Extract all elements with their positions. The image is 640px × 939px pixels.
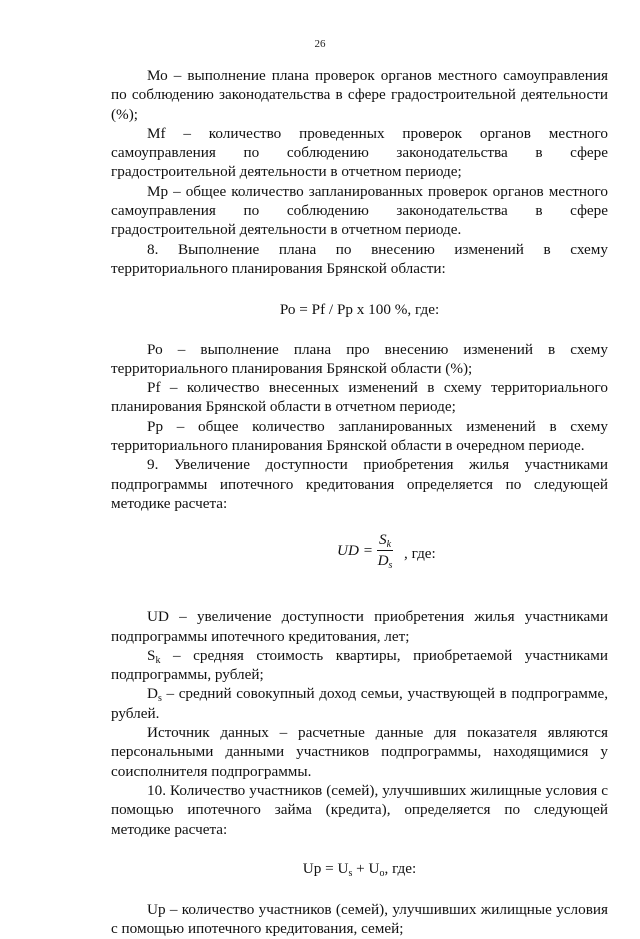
- formula-ud-tail: , где:: [404, 545, 436, 563]
- page-number: 26: [314, 38, 326, 50]
- paragraph-item-9: 9. Увеличение доступности приобретения жилья участниками подпрограммы ипотечного кредитования определяется по следующей методике расчета:: [111, 456, 608, 512]
- paragraph-item-8: 8. Выполнение плана по внесению изменений в схему территориального планирования Брянской области:: [111, 240, 608, 277]
- definition-up: Uр – количество участников (семей), улучшивших жилищные условия с помощью ипотечного кредитования, семей;: [111, 901, 608, 938]
- paragraph-pp: Рр – общее количество запланированных изменений в схему территориального планирования Брянской области в очередном периоде.: [111, 417, 608, 455]
- paragraph-mp: Мр – общее количество запланированных проверок органов местного самоуправления по соблюдению законодательства в сфере градостроительной деятельности в отчетном периоде.: [111, 182, 608, 239]
- formula-ud-denominator: $D_s$: [377, 552, 393, 572]
- paragraph-mo: Мо – выполнение плана проверок органов местного самоуправления по соблюдению законодательства в сфере градостроительной деятельности (%);: [111, 67, 608, 123]
- paragraph-po: Ро – выполнение плана про внесению изменений в схему территориального планирования Брянской области (%);: [111, 340, 608, 377]
- paragraph-pf: Рf – количество внесенных изменений в схему территориального планирования Брянской области в отчетном периоде;: [111, 379, 608, 416]
- document-body: [111, 66, 608, 939]
- paragraph-mf: Мf – количество проведенных проверок органов местного самоуправления по соблюдению законодательства в сфере градостроительной деятельности в отчетном периоде;: [111, 124, 608, 181]
- definition-sk: $S_k$ – средняя стоимость квартиры, приобретаемой участниками подпрограммы, рублей;: [111, 646, 608, 684]
- paragraph-item-10: 10. Количество участников (семей), улучшивших жилищные условия с помощью ипотечного займа (кредита), определяется по следующей методике расчета:: [111, 781, 608, 838]
- formula-ud-fraction: [377, 531, 393, 570]
- definition-ds: $D_s$ – средний совокупный доход семьи, участвующей в подпрограмме, рублей.: [111, 685, 608, 722]
- formula-ud-numerator: $S_k$: [378, 531, 392, 551]
- definition-ud: UD – увеличение доступности приобретения жилья участниками подпрограммы ипотечного кредитования, лет;: [111, 608, 608, 645]
- formula-ud: [111, 531, 608, 577]
- paragraph-data-source: Источник данных – расчетные данные для показателя являются персональными данными участников подпрограммы, находящимися у соисполнителя подпрограммы.: [111, 724, 608, 780]
- formula-po: Ро = Рf / Рр х 100 %, где:: [279, 301, 440, 319]
- formula-up: Uр = $U_s + U_о$, где:: [302, 859, 417, 879]
- formula-ud-lhs: UD =: [337, 542, 373, 560]
- formula-ud-expression: [337, 531, 393, 570]
